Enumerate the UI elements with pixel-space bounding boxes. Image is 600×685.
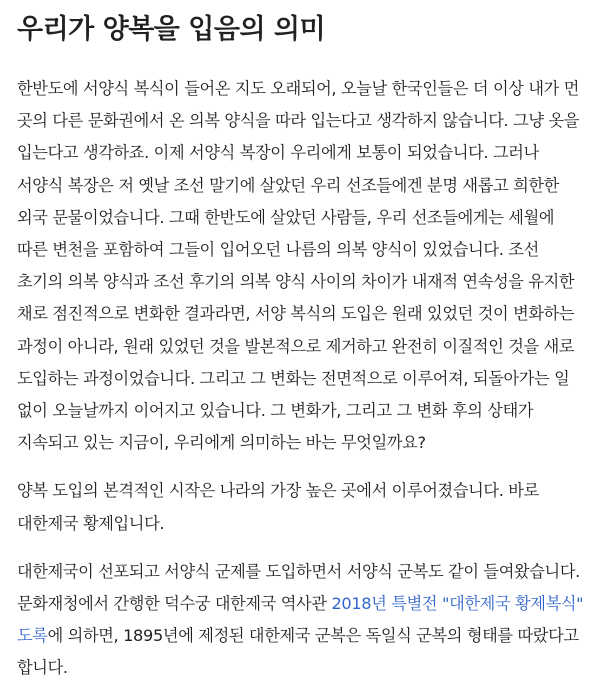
- paragraph-2: 양복 도입의 본격적인 시작은 나라의 가장 높은 곳에서 이루어졌습니다. 바로 대한제국 황제입니다.: [17, 481, 539, 533]
- paragraph-3-text-before-link: 대한제국이 선포되고 서양식 군제를 도입하면서 서양식 군복도 같이 들여왔습니다. 문화재청에서 간행한 덕수궁 대한제국 역사관: [17, 561, 580, 614]
- paragraph-3-text-after-link: 에 의하면, 1895년에 제정된 대한제국 군복은 독일식 군복의 형태를 따랐다고 합니다.: [17, 626, 579, 678]
- article-title: 우리가 양복을 입음의 의미: [17, 14, 326, 45]
- catalog-link[interactable]: 2018년 특별전 "대한제국 황제복식" 도록: [17, 594, 584, 646]
- paragraph-3: [17, 556, 584, 685]
- paragraph-1: 한반도에 서양식 복식이 들어온 지도 오래되어, 오늘날 한국인들은 더 이상 내가 먼 곳의 다른 문화권에서 온 의복 양식을 따라 입는다고 생각하지 않습니다. 그냥 옷을 입는다고 생각하죠. 이제 서양식 복장이 우리에게 보통이 되었습니다. 그러나 서양식 복장은 저 옛날 조선 말기에 살았던 우리 선조들에겐 분명 새롭고 희한한 외국 문물이었습니다. 그때 한반도에 살았던 사람들, 우리 선조들에게는 세월에 따른 변천을 포함하여 그들이 입어오던 나름의 의복 양식이 있었습니다. 조선 초기의 의복 양식과 조선 후기의 의복 양식 사이의 차이가 내재적 연속성을 유지한 채로 점진적으로 변화한 결과라면, 서양 복식의 도입은 원래 있었던 것이 변화하는 과정이 아니라, 원래 있었던 것을 발본적으로 제거하고 완전히 이질적인 것을 새로 도입하는 과정이었습니다. 그리고 그 변화는 전면적으로 이루어져, 되돌아가는 일 없이 오늘날까지 이어지고 있습니다. 그 변화가, 그리고 그 변화 후의 상태가 지속되고 있는 지금이, 우리에게 의미하는 바는 무엇일까요?: [17, 79, 580, 453]
